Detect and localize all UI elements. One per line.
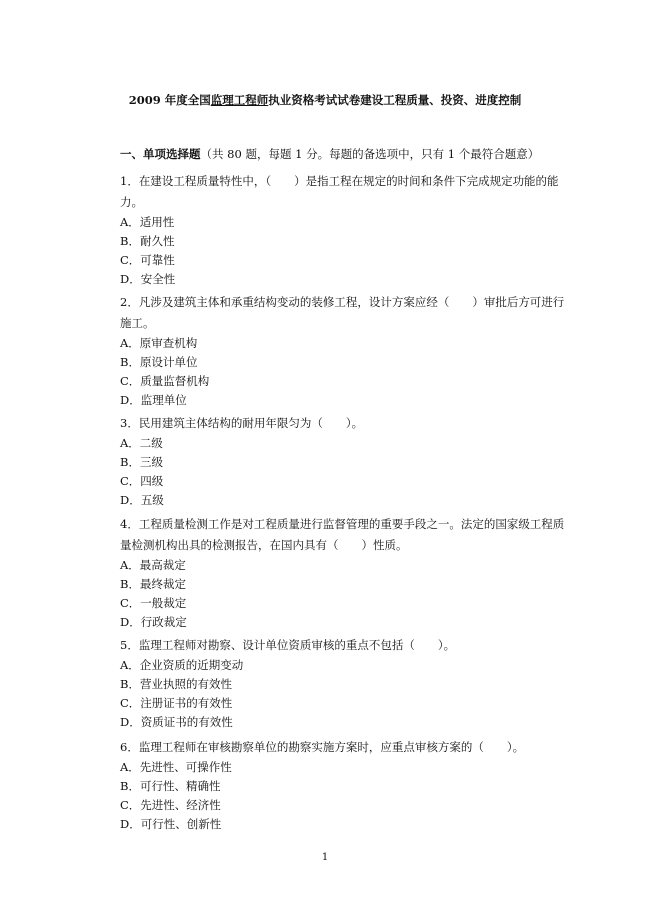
option-b: B．三级	[120, 455, 163, 469]
question-stem: 3．民用建筑主体结构的耐用年限匀为（ ）。	[120, 416, 364, 430]
option-d: D．安全性	[120, 272, 176, 286]
option-b: B．最终裁定	[120, 577, 186, 591]
question-3	[120, 413, 570, 510]
question-stem: 1．在建设工程质量特性中，（ ）是指工程在规定的时间和条件下完成规定功能的能力。	[120, 174, 559, 209]
option-c: C．四级	[120, 474, 164, 488]
option-a: A．最高裁定	[120, 558, 186, 572]
option-a: A．企业资质的近期变动	[120, 658, 244, 672]
question-6	[120, 737, 570, 834]
option-a: A．先进性、可操作性	[120, 760, 232, 774]
question-stem: 5．监理工程师对勘察、设计单位资质审核的重点不包括（ ）。	[120, 638, 456, 652]
option-a: A．适用性	[120, 215, 175, 229]
option-c: C．注册证书的有效性	[120, 696, 233, 710]
option-b: B．原设计单位	[120, 355, 198, 369]
option-d: D．监理单位	[120, 393, 187, 407]
question-stem: 2．凡涉及建筑主体和承重结构变动的装修工程，设计方案应经（ ）审批后方可进行施工。	[120, 295, 565, 330]
question-1	[120, 171, 570, 289]
title-prefix: 2009 年度全国	[128, 93, 211, 107]
question-4	[120, 514, 570, 632]
option-c: C．质量监督机构	[120, 374, 210, 388]
option-a: A．原审查机构	[120, 336, 198, 350]
section-label: 一、单项选择题	[120, 147, 201, 161]
title-underlined: 监理工程师	[210, 93, 269, 107]
title-suffix: 执业资格考试试卷建设工程质量、投资、进度控制	[268, 93, 522, 107]
option-c: C．一般裁定	[120, 596, 187, 610]
option-a: A．二级	[120, 436, 163, 450]
option-b: B．营业执照的有效性	[120, 677, 232, 691]
option-c: C．可靠性	[120, 253, 175, 267]
option-d: D．五级	[120, 493, 164, 507]
option-d: D．行政裁定	[120, 615, 187, 629]
option-b: B．可行性、精确性	[120, 779, 221, 793]
section-heading	[120, 146, 539, 162]
question-stem: 4．工程质量检测工作是对工程质量进行监督管理的重要手段之一。法定的国家级工程质量检测机构出具的检测报告，在国内具有（ ）性质。	[120, 517, 565, 552]
question-5	[120, 635, 570, 732]
section-note: （共 80 题，每题 1 分。每题的备选项中，只有 1 个最符合题意）	[200, 147, 540, 161]
option-c: C．先进性、经济性	[120, 798, 221, 812]
page-number: 1	[321, 852, 329, 863]
option-b: B．耐久性	[120, 234, 175, 248]
page-title	[0, 92, 650, 108]
option-d: D．可行性、创新性	[120, 817, 222, 831]
option-d: D．资质证书的有效性	[120, 715, 233, 729]
question-stem: 6．监理工程师在审核勘察单位的勘察实施方案时，应重点审核方案的（ ）。	[120, 740, 525, 754]
question-2	[120, 292, 570, 410]
